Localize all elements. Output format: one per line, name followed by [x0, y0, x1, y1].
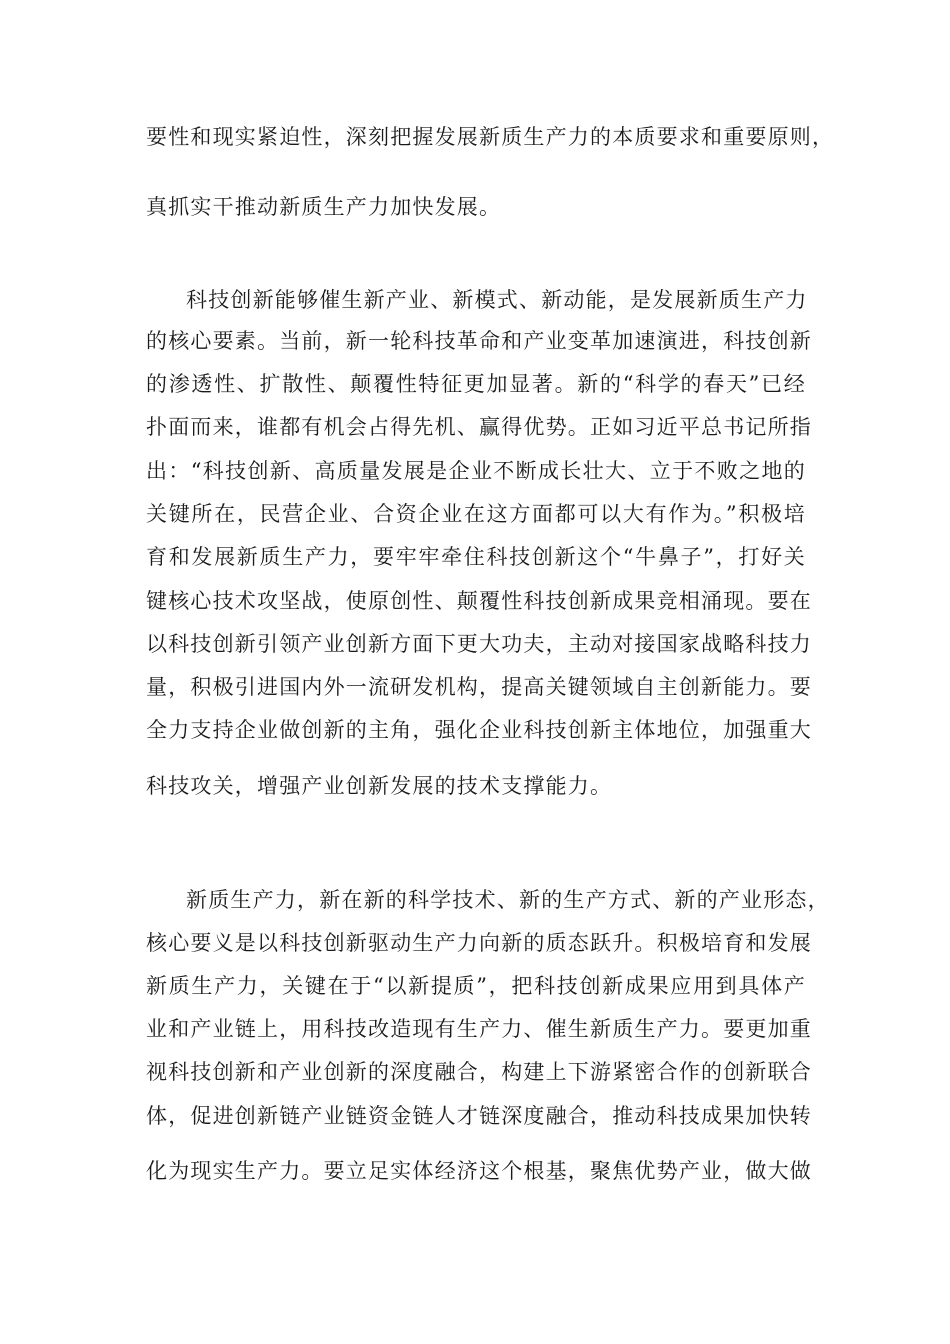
paragraph-2-line-7: 育和发展新质生产力，要牢牢牵住科技创新这个“牛鼻子”，打好关	[146, 545, 806, 569]
paragraph-2-line-12: 科技攻关，增强产业创新发展的技术支撑能力。	[146, 774, 613, 798]
paragraph-2-line-8: 键核心技术攻坚战，使原创性、颠覆性科技创新成果竞相涌现。要在	[146, 589, 812, 613]
paragraph-2-line-2: 的核心要素。当前，新一轮科技革命和产业变革加速演进，科技创新	[146, 329, 812, 353]
paragraph-3-line-6: 体，促进创新链产业链资金链人才链深度融合，推动科技成果加快转	[146, 1104, 812, 1128]
paragraph-2-line-6: 关键所在，民营企业、合资企业在这方面都可以大有作为。”积极培	[146, 502, 806, 526]
paragraph-2-line-4: 扑面而来，谁都有机会占得先机、赢得优势。正如习近平总书记所指	[146, 415, 812, 439]
paragraph-1-line-1: 要性和现实紧迫性，深刻把握发展新质生产力的本质要求和重要原则，	[146, 125, 835, 149]
paragraph-2-line-1: 科技创新能够催生新产业、新模式、新动能，是发展新质生产力	[186, 288, 808, 312]
paragraph-3-line-4: 业和产业链上，用科技改造现有生产力、催生新质生产力。要更加重	[146, 1017, 812, 1041]
paragraph-3-line-1: 新质生产力，新在新的科学技术、新的生产方式、新的产业形态，	[186, 888, 830, 912]
paragraph-2-line-11: 全力支持企业做创新的主角，强化企业科技创新主体地位，加强重大	[146, 718, 812, 742]
paragraph-2-line-3: 的渗透性、扩散性、颠覆性特征更加显著。新的“科学的春天”已经	[146, 372, 806, 396]
paragraph-2-line-10: 量，积极引进国内外一流研发机构，提高关键领域自主创新能力。要	[146, 675, 812, 699]
paragraph-3-line-2: 核心要义是以科技创新驱动生产力向新的质态跃升。积极培育和发展	[146, 931, 812, 955]
paragraph-3-line-5: 视科技创新和产业创新的深度融合，构建上下游紧密合作的创新联合	[146, 1060, 812, 1084]
paragraph-2-line-5: 出：“科技创新、高质量发展是企业不断成长壮大、立于不败之地的	[146, 459, 806, 483]
paragraph-1-line-2: 真抓实干推动新质生产力加快发展。	[146, 195, 502, 219]
paragraph-3-line-7: 化为现实生产力。要立足实体经济这个根基，聚焦优势产业，做大做	[146, 1159, 812, 1183]
paragraph-2-line-9: 以科技创新引领产业创新方面下更大功夫，主动对接国家战略科技力	[146, 632, 812, 656]
paragraph-3-line-3: 新质生产力，关键在于“以新提质”，把科技创新成果应用到具体产	[146, 974, 806, 998]
